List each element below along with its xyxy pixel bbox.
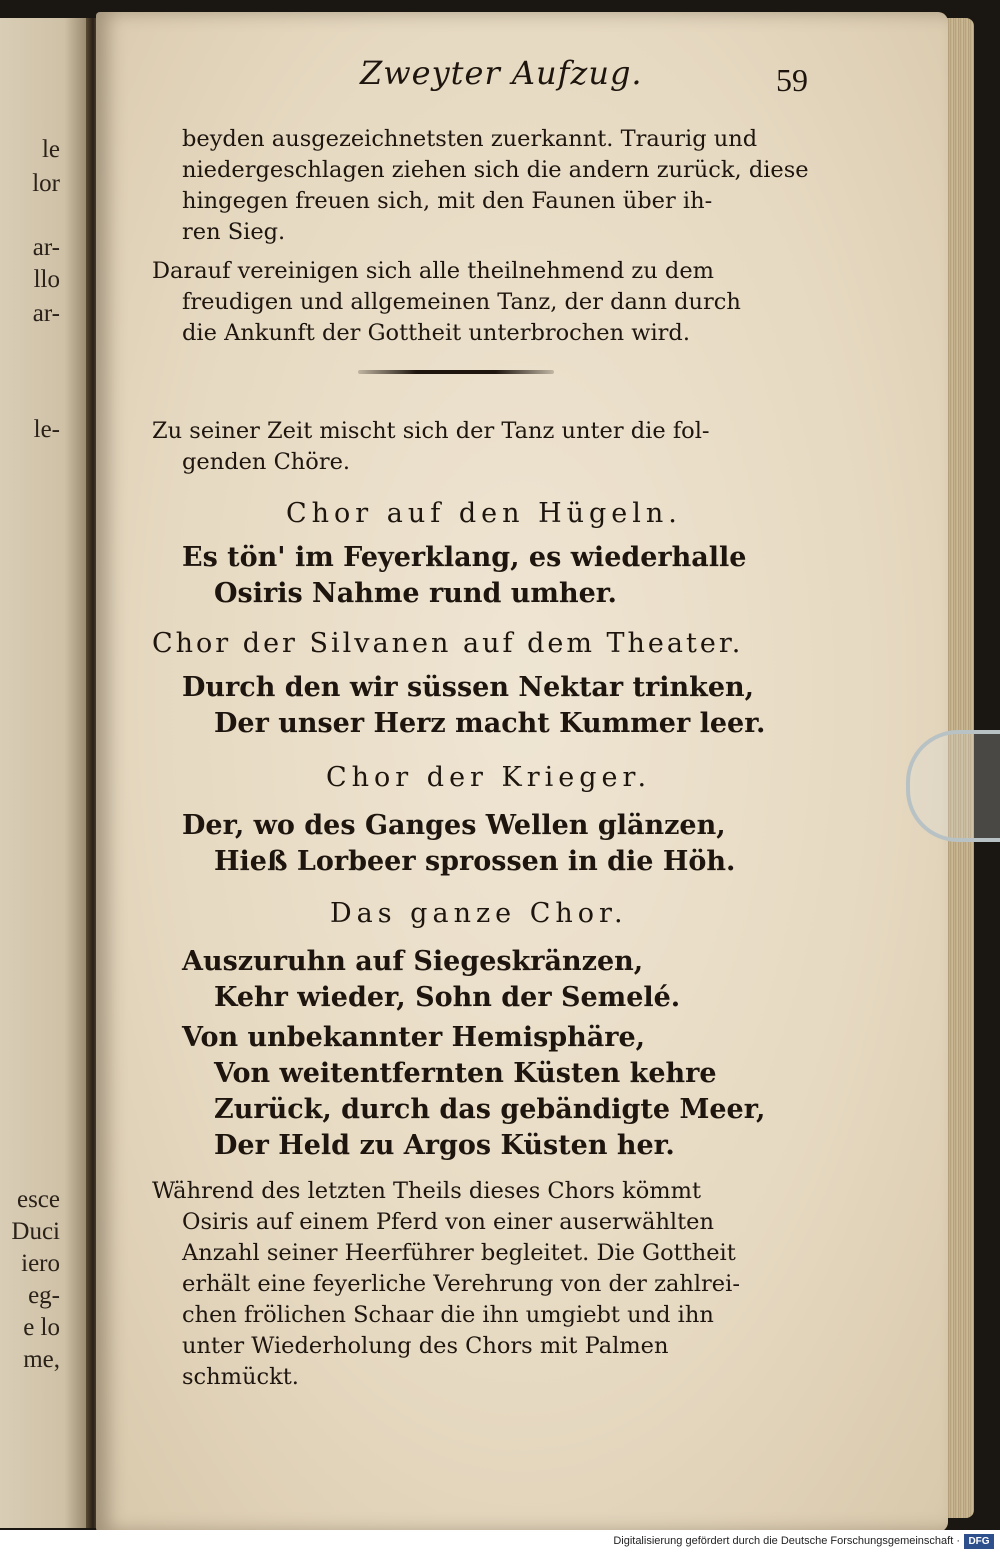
paragraph-line: hingegen freuen sich, mit den Faunen über ih- xyxy=(182,188,713,214)
chor-heading: Chor auf den Hügeln. xyxy=(286,498,682,529)
paragraph-line: unter Wiederholung des Chors mit Palmen xyxy=(182,1333,669,1359)
paragraph-line: Osiris auf einem Pferd von einer auserwählten xyxy=(182,1209,714,1235)
footer-credit: Digitalisierung gefördert durch die Deutsche Forschungsgemeinschaft · xyxy=(613,1535,960,1547)
left-fragment: me, xyxy=(23,1346,60,1373)
paragraph-line: ren Sieg. xyxy=(182,219,286,245)
paragraph-line: schmückt. xyxy=(182,1364,299,1390)
running-header: Zweyter Aufzug. xyxy=(360,54,643,92)
footer-bar xyxy=(0,1530,1000,1554)
verse-line: Hieß Lorbeer sprossen in die Höh. xyxy=(214,846,736,877)
bookmark-clip xyxy=(906,730,1000,842)
left-fragment: ar- xyxy=(32,234,60,261)
chor-heading: Chor der Krieger. xyxy=(326,762,652,793)
chor-heading: Chor der Silvanen auf dem Theater. xyxy=(152,628,744,659)
verse-line: Auszuruhn auf Siegeskränzen, xyxy=(182,946,644,977)
left-fragment: lor xyxy=(32,170,60,197)
paragraph-line: Während des letzten Theils dieses Chors kömmt xyxy=(152,1178,701,1204)
chor-heading: Das ganze Chor. xyxy=(330,898,628,929)
verse-line: Der, wo des Ganges Wellen glänzen, xyxy=(182,810,726,841)
dfg-logo: DFG xyxy=(964,1534,994,1549)
left-fragment: le xyxy=(41,136,60,163)
paragraph-line: chen frölichen Schaar die ihn umgiebt und ihn xyxy=(182,1302,714,1328)
left-fragment: llo xyxy=(33,266,60,293)
verse-line: Osiris Nahme rund umher. xyxy=(214,578,617,609)
page-number: 59 xyxy=(776,62,808,98)
left-fragment: iero xyxy=(21,1250,60,1277)
left-fragment: e lo xyxy=(23,1314,60,1341)
verse-line: Es tön' im Feyerklang, es wiederhalle xyxy=(182,542,747,573)
paragraph-line: die Ankunft der Gottheit unterbrochen wird. xyxy=(182,320,690,346)
verse-line: Der Held zu Argos Küsten her. xyxy=(214,1130,675,1161)
left-fragment: esce xyxy=(16,1186,60,1213)
verse-line: Von unbekannter Hemisphäre, xyxy=(182,1022,646,1053)
paragraph-line: Darauf vereinigen sich alle theilnehmend zu dem xyxy=(152,258,714,284)
left-fragment: Duci xyxy=(11,1218,60,1245)
verse-line: Kehr wieder, Sohn der Semelé. xyxy=(214,982,681,1013)
paragraph-line: niedergeschlagen ziehen sich die andern zurück, diese xyxy=(182,157,809,183)
paragraph-line: genden Chöre. xyxy=(182,449,351,475)
paragraph-line: erhält eine feyerliche Verehrung von der zahlrei- xyxy=(182,1271,740,1297)
left-fragment: le- xyxy=(33,416,60,443)
verse-line: Durch den wir süssen Nektar trinken, xyxy=(182,672,755,703)
verse-line: Zurück, durch das gebändigte Meer, xyxy=(214,1094,766,1125)
verse-line: Von weitentfernten Küsten kehre xyxy=(214,1058,717,1089)
verse-line: Der unser Herz macht Kummer leer. xyxy=(214,708,766,739)
paragraph-line: Zu seiner Zeit mischt sich der Tanz unter die fol- xyxy=(152,418,710,444)
paragraph-line: freudigen und allgemeinen Tanz, der dann durch xyxy=(182,289,741,315)
left-page xyxy=(0,18,92,1528)
section-divider xyxy=(358,370,554,374)
left-fragment: ar- xyxy=(32,300,60,327)
left-fragment: eg- xyxy=(28,1282,60,1309)
paragraph-line: Anzahl seiner Heerführer begleitet. Die Gottheit xyxy=(182,1240,736,1266)
paragraph-line: beyden ausgezeichnetsten zuerkannt. Traurig und xyxy=(182,126,758,152)
